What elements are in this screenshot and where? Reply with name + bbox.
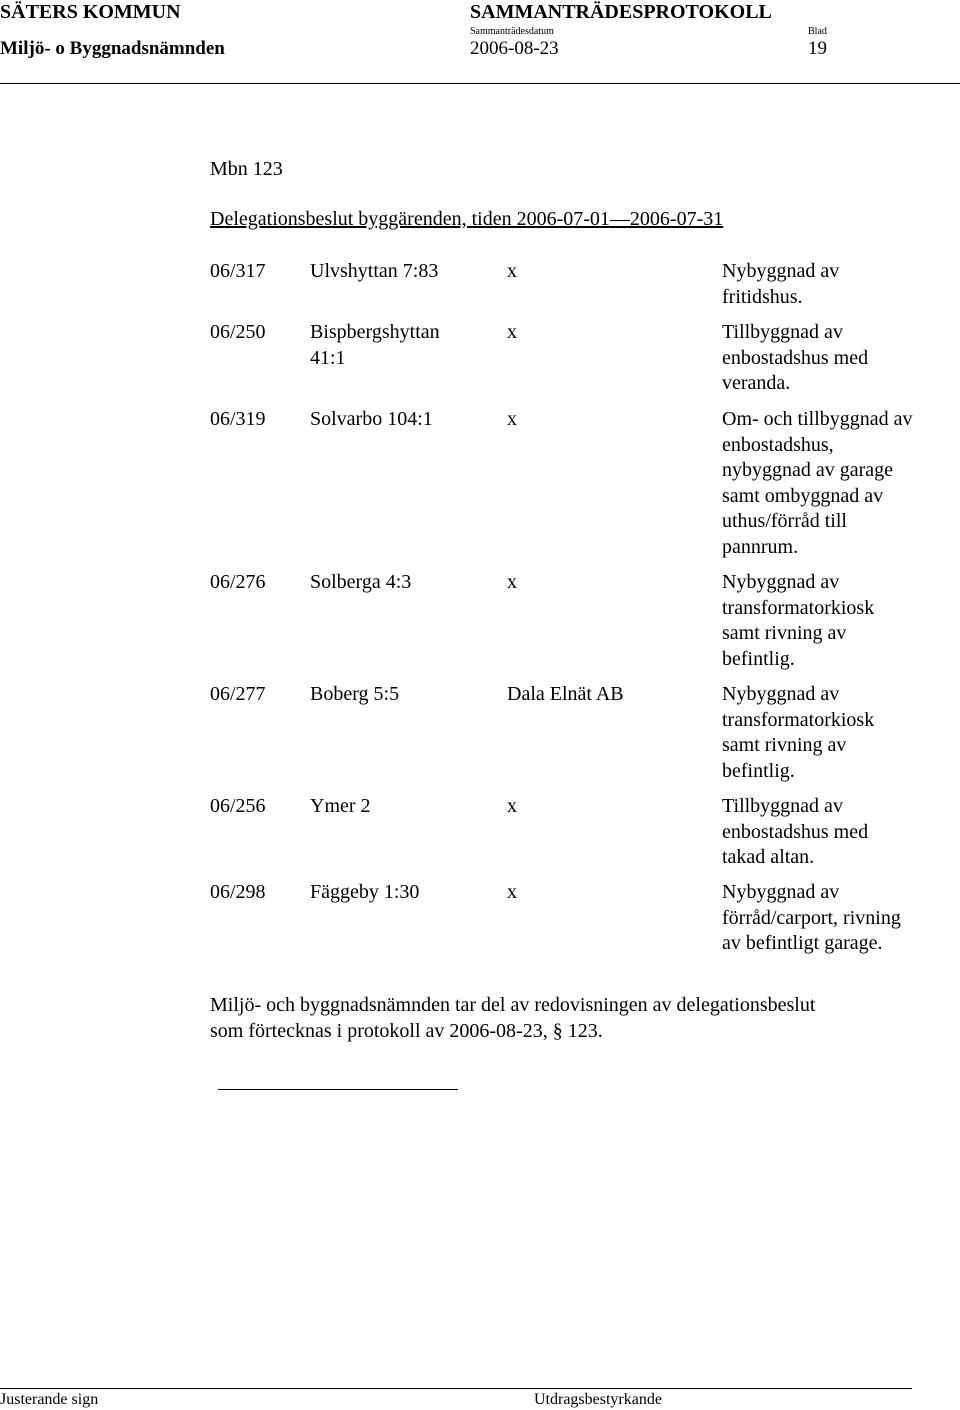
measure-description	[722, 259, 839, 310]
measure-description	[722, 682, 874, 784]
page-number: 19	[808, 38, 827, 59]
measure-description-line: Tillbyggnad av	[722, 795, 843, 817]
case-number: 06/319	[210, 408, 266, 430]
applicant: x	[507, 260, 517, 282]
measure-description-line: veranda.	[722, 372, 791, 394]
measure-description-line: av befintligt garage.	[722, 932, 883, 954]
measure-description-line: enbostadshus med	[722, 346, 869, 369]
measure-description-line: Nybyggnad av	[722, 683, 840, 705]
decision-paragraph	[210, 993, 815, 1044]
measure-description	[722, 570, 874, 672]
measure-description-line: nybyggnad av garage	[722, 459, 894, 481]
property-designation	[310, 794, 371, 820]
municipality-name: SÄTERS KOMMUN	[0, 1, 181, 23]
footer-rule	[0, 1388, 912, 1389]
measure-description-line: samt ombyggnad av	[722, 484, 884, 507]
case-number: 06/276	[210, 571, 266, 593]
measure-description-line: fritidshus.	[722, 285, 803, 308]
measure-description-line: förråd/carport, rivning	[722, 906, 901, 929]
measure-description-line: uthus/förråd till	[722, 510, 847, 532]
page-caption: Blad	[808, 26, 827, 37]
measure-description-line: takad altan.	[722, 846, 815, 868]
property-designation	[310, 880, 419, 906]
header-rule	[0, 83, 960, 84]
applicant: Dala Elnät AB	[507, 683, 624, 705]
measure-description-line: Nybyggnad av	[722, 260, 840, 282]
measure-description-line: befintlig.	[722, 759, 795, 782]
measure-description-line: Om- och tillbyggnad av	[722, 408, 913, 430]
paragraph-number: Mbn 123	[210, 158, 283, 180]
decision-line-2: som förtecknas i protokoll av 2006-08-23, § 123.	[210, 1019, 603, 1042]
property-designation-line: 41:1	[310, 346, 346, 369]
decision-line-1: Miljö- och byggnadsnämnden tar del av redovisningen av delegationsbeslut	[210, 994, 816, 1016]
property-designation-line: Ulvshyttan 7:83	[310, 260, 439, 282]
case-number: 06/277	[210, 683, 266, 705]
case-number: 06/250	[210, 321, 266, 343]
document-type: SAMMANTRÄDESPROTOKOLL	[470, 1, 772, 23]
measure-description-line: Nybyggnad av	[722, 571, 840, 593]
applicant: x	[507, 571, 517, 593]
measure-description-line: samt rivning av	[722, 622, 847, 644]
adjusting-sign-label: Justerande sign	[0, 1391, 99, 1408]
date-caption: Sammanträdesdatum	[470, 26, 554, 37]
property-designation	[310, 682, 399, 708]
property-designation-line: Ymer 2	[310, 795, 371, 817]
applicant: x	[507, 408, 517, 430]
measure-description-line: transformatorkiosk	[722, 596, 875, 619]
case-number: 06/256	[210, 795, 266, 817]
signature-line	[218, 1089, 458, 1090]
section-title: Delegationsbeslut byggärenden, tiden 2006-07-01—2006-07-31	[210, 208, 724, 230]
measure-description	[722, 407, 913, 560]
measure-description-line: befintlig.	[722, 647, 795, 670]
measure-description-line: samt rivning av	[722, 734, 847, 756]
case-number: 06/317	[210, 260, 266, 282]
measure-description-line: enbostadshus,	[722, 433, 834, 456]
measure-description	[722, 880, 901, 957]
meeting-date: 2006-08-23	[470, 38, 559, 59]
measure-description-line: transformatorkiosk	[722, 708, 875, 731]
certified-extract-label: Utdragsbestyrkande	[534, 1391, 662, 1408]
measure-description-line: pannrum.	[722, 535, 799, 558]
measure-description	[722, 320, 868, 397]
property-designation-line: Boberg 5:5	[310, 683, 400, 705]
case-number: 06/298	[210, 881, 266, 903]
property-designation-line: Solvarbo 104:1	[310, 408, 433, 430]
property-designation-line: Fäggeby 1:30	[310, 881, 420, 903]
applicant: x	[507, 321, 517, 343]
property-designation	[310, 570, 411, 596]
applicant: x	[507, 881, 517, 903]
board-name: Miljö- o Byggnadsnämnden	[0, 38, 225, 59]
property-designation	[310, 320, 440, 371]
property-designation	[310, 259, 438, 285]
measure-description-line: enbostadshus med	[722, 820, 869, 843]
measure-description-line: Tillbyggnad av	[722, 321, 843, 343]
property-designation	[310, 407, 433, 433]
measure-description-line: Nybyggnad av	[722, 881, 840, 903]
property-designation-line: Solberga 4:3	[310, 571, 412, 593]
applicant: x	[507, 795, 517, 817]
property-designation-line: Bispbergshyttan	[310, 321, 440, 343]
measure-description	[722, 794, 868, 871]
